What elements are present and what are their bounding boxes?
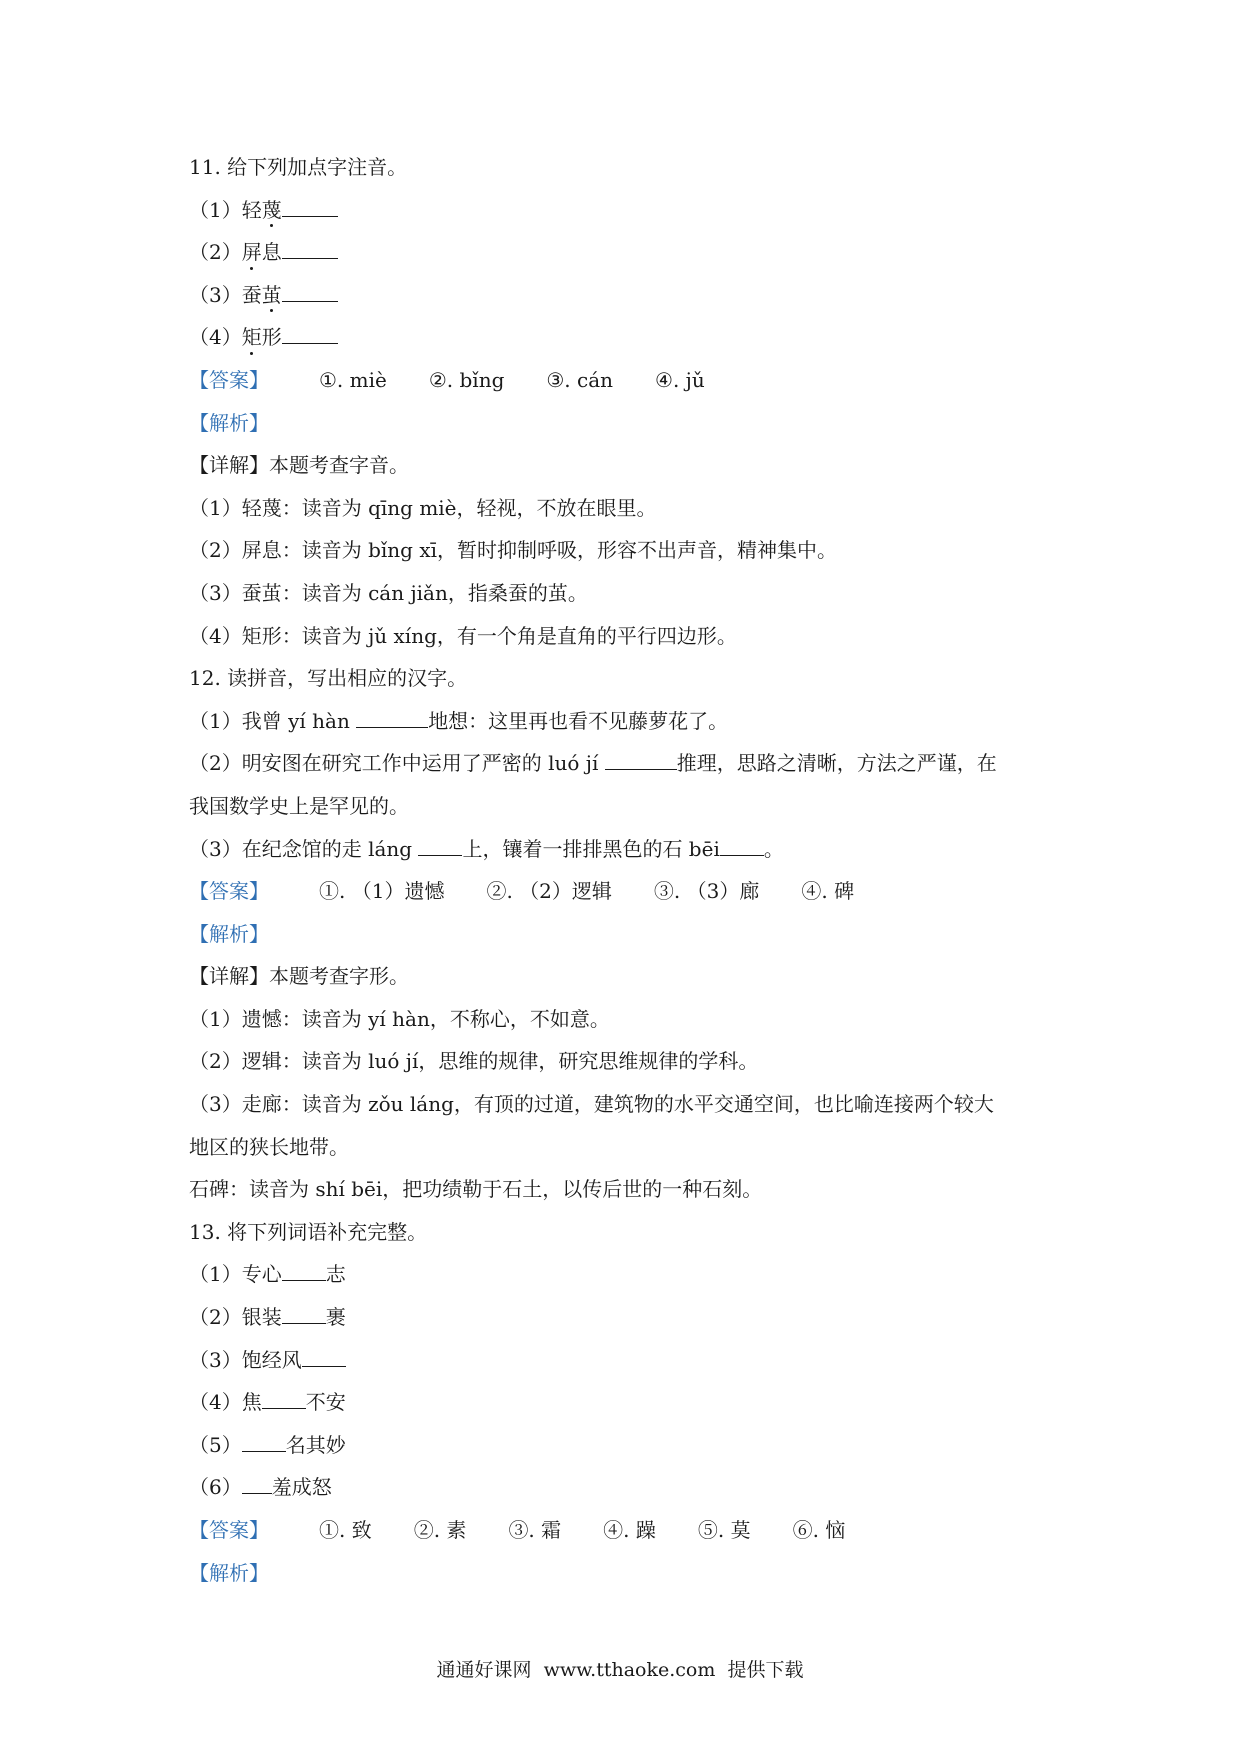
answer-blank [282,1260,326,1281]
item-text: 轻 [241,197,262,222]
q11-item-2 [189,231,1061,274]
q13-item-1 [189,1253,1061,1296]
answer-item: ③. （3）廊 [653,879,760,904]
dotted-character: 蔑 [262,189,282,232]
q12-explanation-3: （3）走廊：读音为 zǒu láng，有顶的过道，建筑物的水平交通空间，也比喻连接两个较大 [189,1092,994,1117]
item-text: 名其妙 [285,1432,346,1457]
answer-blank [262,1388,306,1409]
item-number: （2） [189,240,242,265]
answer-item: ⑤. 莫 [697,1518,751,1542]
item-number: （4） [189,325,242,350]
answer-blank [605,749,677,770]
item-text: （3）在纪念馆的走 láng [189,836,419,861]
dotted-character: 茧 [262,274,282,317]
item-text: 息 [261,240,282,265]
answer-blank [720,835,764,856]
q12-explanation-3-cont: 地区的狭长地带。 [189,1134,349,1159]
item-text: 上，镶着一排排黑色的石 bēi [462,836,720,861]
item-text: 银装 [241,1305,282,1330]
item-text: 蚕 [241,282,262,307]
q13-item-6 [189,1466,1061,1509]
q11-explanation-4: （4）矩形：读音为 jǔ xíng，有一个角是直角的平行四边形。 [189,623,737,648]
q12-answer-row [189,870,1061,913]
answer-blank [242,1473,272,1494]
answer-item: ①. miè [319,367,387,392]
q12-item-1 [189,700,1061,743]
item-number: （5） [189,1432,242,1457]
answer-item: ②. 素 [413,1518,467,1542]
q11-item-4 [189,316,1061,359]
item-number: （1） [189,1262,242,1287]
analysis-label: 【解析】 [189,1560,269,1585]
q12-explanation-2: （2）逻辑：读音为 luó jí，思维的规律，研究思维规律的学科。 [189,1049,759,1074]
page-footer: 通通好课网 www.tthaoke.com 提供下载 [436,1659,804,1681]
q12-explanation-1: （1）遗憾：读音为 yí hàn，不称心，不如意。 [189,1006,610,1031]
answer-blank [418,835,462,856]
dotted-character: 矩 [242,316,262,359]
q12-analysis-label [189,913,1061,956]
answer-item: ④. 碑 [801,879,855,904]
answer-blank [282,1303,326,1324]
q13-item-5 [189,1424,1061,1467]
q12-detail: 【详解】本题考查字形。 [189,964,409,989]
item-number: （6） [189,1475,242,1500]
q12-explanation-4: 石碑：读音为 shí bēi，把功绩勒于石土，以传后世的一种石刻。 [189,1177,763,1202]
answer-label: 【答案】 [189,879,269,904]
q13-analysis-label [189,1552,1061,1595]
item-text: 推理，思路之清晰，方法之严谨，在 [676,751,997,776]
item-text: 焦 [241,1390,262,1415]
answer-item: ⑥. 恼 [792,1518,846,1542]
answer-item: ③. 霜 [508,1518,562,1542]
analysis-label: 【解析】 [189,921,269,946]
q11-explanation-3: （3）蚕茧：读音为 cán jiǎn，指桑蚕的茧。 [189,580,588,605]
q12-item-2-cont: 我国数学史上是罕见的。 [189,793,409,818]
answer-blank [302,1346,346,1367]
q12-item-2 [189,742,1061,785]
page-content [189,146,1061,1594]
answer-item: ②. （2）逻辑 [486,879,612,904]
q11-item-1 [189,189,1061,232]
item-text: 地想：这里再也看不见藤萝花了。 [428,708,729,733]
answer-item: ④. 躁 [603,1518,656,1542]
question-12-title: 12. 读拼音，写出相应的汉字。 [189,666,468,691]
item-number: （1） [189,197,242,222]
q12-item-3 [189,828,1061,871]
item-number: （3） [189,282,242,307]
q13-item-2 [189,1296,1061,1339]
question-13-title: 13. 将下列词语补充完整。 [189,1219,428,1244]
answer-label: 【答案】 [189,1518,269,1542]
answer-label: 【答案】 [189,367,269,392]
item-number: （4） [189,1390,242,1415]
answer-blank [242,1431,286,1452]
q13-answer-row [189,1509,1061,1552]
item-number: （2） [189,1305,242,1330]
q11-answer-row [189,359,1061,402]
q11-item-3 [189,274,1061,317]
item-text: 裹 [325,1305,346,1330]
question-11-title: 11. 给下列加点字注音。 [189,155,408,179]
item-text: 饱经风 [241,1347,302,1372]
answer-blank [282,238,338,259]
answer-blank [282,281,338,302]
answer-blank [282,323,338,344]
item-text: （1）我曾 yí hàn [189,708,357,733]
item-number: （3） [189,1347,242,1372]
q13-item-4 [189,1381,1061,1424]
answer-item: ①. 致 [319,1518,372,1542]
dotted-character: 屏 [242,231,262,274]
answer-item: ③. cán [546,367,614,392]
q11-detail: 【详解】本题考查字音。 [189,453,409,478]
answer-blank [282,196,338,217]
q11-explanation-1: （1）轻蔑：读音为 qīng miè，轻视，不放在眼里。 [189,495,657,520]
item-text: 志 [325,1262,346,1287]
analysis-label: 【解析】 [189,410,269,435]
answer-item: ①. （1）遗憾 [319,879,445,904]
answer-item: ④. jǔ [655,367,705,392]
item-text: 羞成怒 [271,1475,332,1500]
q13-item-3 [189,1339,1061,1382]
item-text: （2）明安图在研究工作中运用了严密的 luó jí [189,751,605,776]
item-text: 专心 [241,1262,282,1287]
item-text: 形 [261,325,282,350]
answer-item: ②. bǐng [428,367,505,392]
q11-explanation-2: （2）屏息：读音为 bǐng xī，暂时抑制呼吸，形容不出声音，精神集中。 [189,538,837,563]
q11-analysis-label [189,402,1061,445]
item-text: 不安 [305,1390,346,1415]
answer-blank [356,707,428,728]
item-text: 。 [763,836,784,861]
